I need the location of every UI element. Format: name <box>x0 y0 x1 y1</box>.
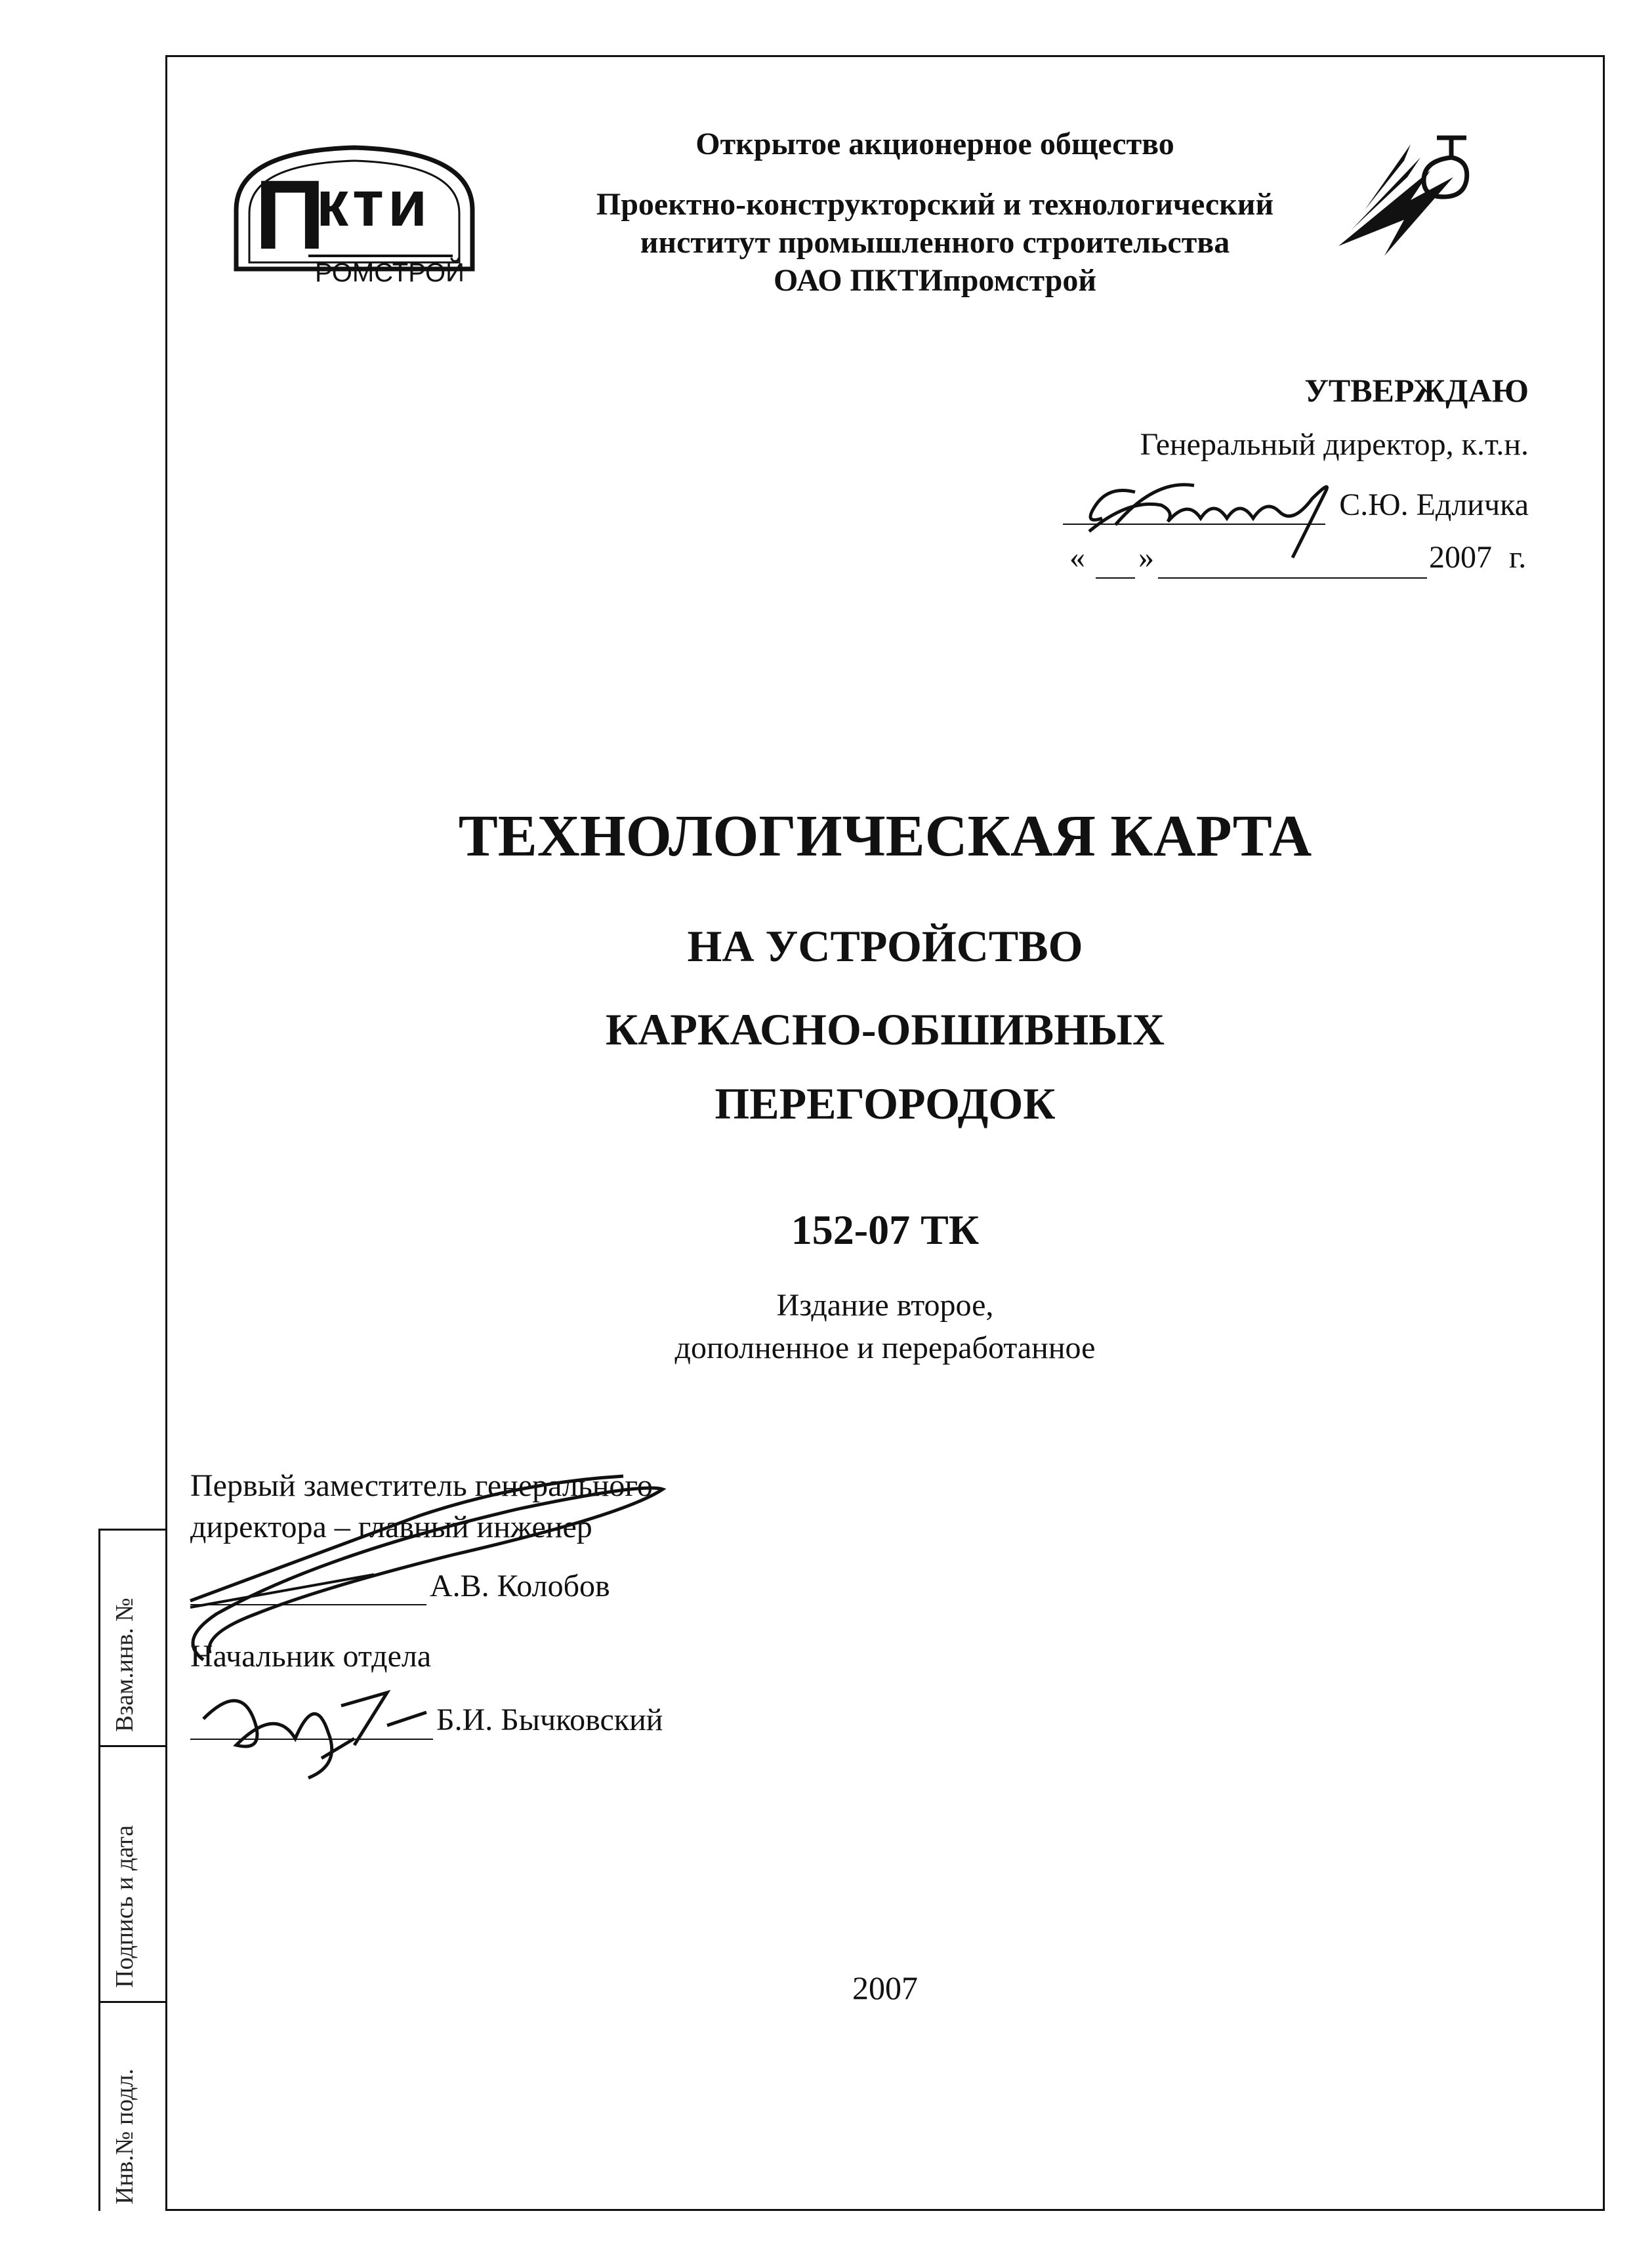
logo-sub: РОМСТРОЙ <box>315 258 465 287</box>
logo-big-letter: П <box>255 159 325 270</box>
edition-line-1: Издание второе, <box>776 1288 994 1323</box>
side-label-signature-date: Подпись и дата <box>111 1825 138 1988</box>
document-code: 152-07 ТК <box>791 1206 980 1253</box>
company-type: Открытое акционерное общество <box>695 127 1174 161</box>
first-deputy-role-1: Первый заместитель генерального <box>190 1468 653 1503</box>
approval-year-suffix: г. <box>1509 540 1527 575</box>
approval-name: С.Ю. Едличка <box>1339 487 1529 522</box>
department-head-name: Б.И. Бычковский <box>436 1702 663 1737</box>
first-deputy-role-2: директора – главный инженер <box>190 1510 592 1544</box>
institute-abbr: ОАО ПКТИпромстрой <box>774 263 1096 298</box>
side-label-inventory: Инв.№ подл. <box>111 2068 138 2204</box>
department-head-role: Начальник отдела <box>190 1639 432 1674</box>
subtitle-line-1: НА УСТРОЙСТВО <box>687 921 1083 971</box>
institute-name-2: институт промышленного строительства <box>640 225 1230 260</box>
approval-label: УТВЕРЖДАЮ <box>1304 372 1529 409</box>
footer-year: 2007 <box>852 1969 918 2006</box>
date-close-quote: » <box>1138 540 1154 575</box>
side-label-replacement: Взам.инв. № <box>111 1598 138 1732</box>
emblem-logo <box>1338 131 1470 262</box>
first-deputy-name: А.В. Колобов <box>430 1569 610 1603</box>
logo-letters: кти <box>316 167 432 239</box>
institute-name-1: Проектно-конструкторский и технологический <box>596 187 1274 222</box>
subtitle-line-3: ПЕРЕГОРОДОК <box>714 1079 1056 1128</box>
approval-position: Генеральный директор, к.т.н. <box>1140 427 1529 462</box>
pkti-logo <box>223 131 486 295</box>
edition-line-2: дополненное и переработанное <box>674 1330 1096 1365</box>
date-open-quote: « <box>1069 540 1085 575</box>
subtitle-line-2: КАРКАСНО-ОБШИВНЫХ <box>605 1004 1165 1054</box>
approval-year: 2007 <box>1429 540 1492 575</box>
document-title: ТЕХНОЛОГИЧЕСКАЯ КАРТА <box>458 804 1312 869</box>
